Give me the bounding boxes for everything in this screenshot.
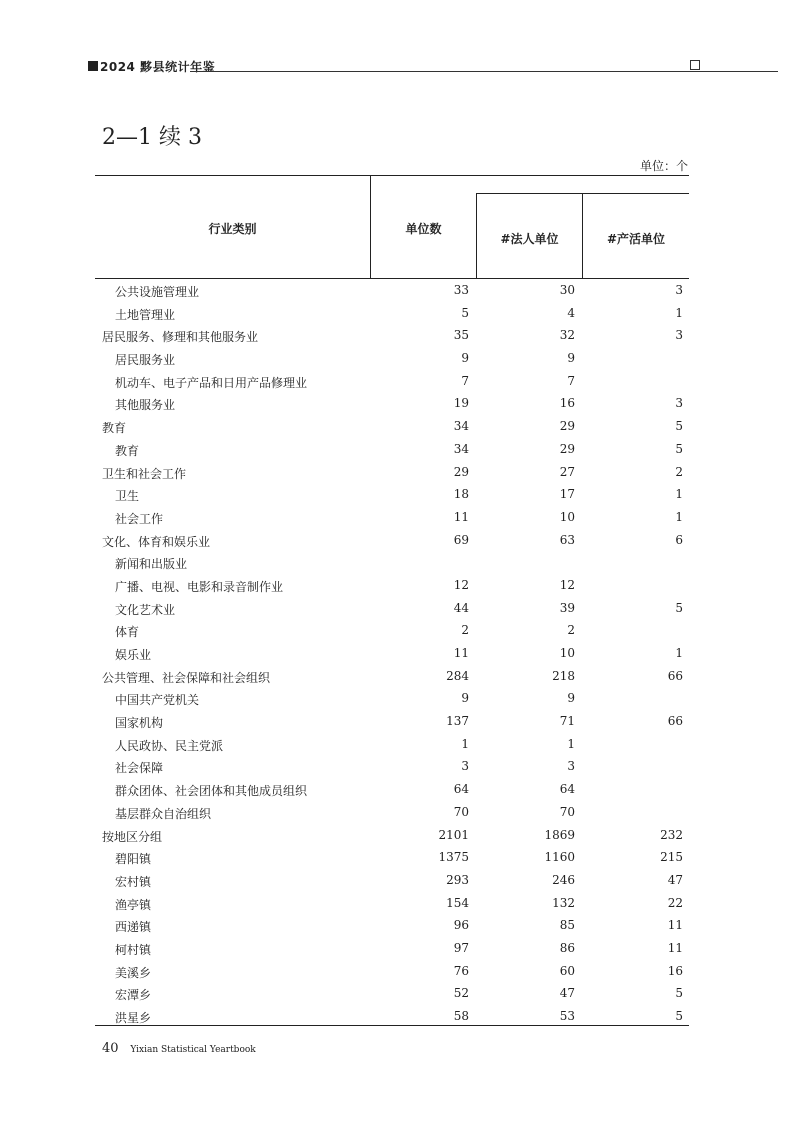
industrial-value: 1 — [675, 646, 683, 660]
table-row — [95, 279, 689, 302]
legal-value: 1160 — [544, 850, 575, 865]
units-value: 11 — [453, 646, 469, 660]
header-box-icon — [690, 60, 700, 70]
table-row — [95, 733, 689, 756]
industrial-value: 47 — [667, 872, 683, 887]
industrial-value: 1 — [675, 487, 683, 502]
legal-value: 9 — [567, 691, 575, 706]
row-label: 美溪乡 — [115, 965, 152, 980]
units-value: 7 — [461, 373, 469, 388]
industrial-value: 5 — [675, 1009, 683, 1023]
units-value: 58 — [453, 1009, 469, 1023]
industrial-value: 16 — [667, 963, 683, 978]
legal-value: 246 — [552, 872, 575, 887]
table-row — [95, 302, 689, 325]
row-label: 其他服务业 — [115, 398, 176, 413]
table-row — [95, 869, 689, 892]
row-label: 新闻和出版业 — [115, 557, 188, 572]
legal-value: 53 — [559, 1009, 575, 1023]
table-row — [95, 687, 689, 710]
table-row — [95, 710, 689, 733]
units-value: 97 — [453, 940, 469, 955]
units-value: 2101 — [438, 827, 469, 842]
legal-value: 16 — [559, 396, 575, 411]
table-title: 2—1 续 3 — [102, 125, 202, 150]
legal-value: 3 — [567, 759, 575, 774]
industrial-value: 1 — [675, 305, 683, 320]
row-label: 人民政协、民主党派 — [115, 738, 224, 753]
table-row — [95, 914, 689, 937]
industrial-value: 3 — [675, 283, 683, 297]
industrial-value: 2 — [675, 464, 683, 479]
legal-value: 1 — [567, 736, 575, 751]
legal-value: 27 — [559, 464, 575, 479]
legal-value: 30 — [559, 283, 575, 297]
units-value: 9 — [461, 691, 469, 706]
legal-value: 7 — [567, 373, 575, 388]
row-label: 体育 — [115, 625, 140, 640]
table-row — [95, 778, 689, 801]
table-row — [95, 892, 689, 915]
row-label: 西递镇 — [115, 920, 152, 935]
row-label: 教育 — [115, 443, 140, 458]
row-label: 按地区分组 — [102, 829, 163, 844]
units-value: 19 — [453, 396, 469, 411]
units-value: 96 — [453, 918, 469, 933]
units-value: 1375 — [438, 850, 469, 865]
row-label: 基层群众自治组织 — [115, 806, 212, 821]
units-value: 293 — [446, 872, 469, 887]
legal-value: 47 — [559, 986, 575, 1001]
industrial-value: 5 — [675, 419, 683, 434]
industrial-value: 22 — [667, 895, 683, 910]
legal-value: 218 — [552, 668, 575, 683]
industrial-value: 215 — [660, 850, 683, 865]
row-label: 宏潭乡 — [115, 988, 152, 1003]
table-row — [95, 801, 689, 824]
row-label: 文化艺术业 — [115, 602, 176, 617]
legal-value: 9 — [567, 351, 575, 366]
legal-value: 132 — [552, 895, 575, 910]
table-row — [95, 574, 689, 597]
legal-value: 1869 — [544, 827, 575, 842]
row-label: 群众团体、社会团体和其他成员组织 — [115, 784, 308, 799]
page-number: 40 — [102, 1041, 119, 1056]
table-row — [95, 392, 689, 415]
header-title: 2024 黟县统计年鉴 — [100, 60, 216, 74]
running-header — [88, 60, 700, 74]
legal-value: 63 — [559, 532, 575, 547]
row-label: 土地管理业 — [115, 307, 176, 322]
row-label: 居民服务、修理和其他服务业 — [102, 330, 259, 345]
units-value: 12 — [453, 577, 469, 592]
table-row — [95, 824, 689, 847]
row-label: 公共管理、社会保障和社会组织 — [102, 670, 271, 685]
units-value: 34 — [453, 441, 469, 456]
book-title: Yixian Statistical Yeartbook — [130, 1045, 256, 1055]
industrial-value: 3 — [675, 328, 683, 343]
table-row — [95, 982, 689, 1005]
legal-value: 2 — [567, 623, 575, 638]
table-row — [95, 461, 689, 484]
row-label: 卫生和社会工作 — [102, 466, 187, 481]
legal-value: 10 — [559, 509, 575, 524]
table-row — [95, 755, 689, 778]
row-label: 广播、电视、电影和录音制作业 — [115, 579, 284, 594]
table-row — [95, 370, 689, 393]
row-label: 机动车、电子产品和日用产品修理业 — [115, 375, 308, 390]
column-header-units: 单位数 — [405, 222, 442, 236]
industrial-value: 11 — [667, 918, 683, 933]
table-bottom-rule — [95, 1025, 689, 1026]
units-value: 5 — [461, 305, 469, 320]
industrial-value: 3 — [675, 396, 683, 411]
row-label: 宏村镇 — [115, 874, 152, 889]
table-row — [95, 665, 689, 688]
column-header-category: 行业类别 — [208, 222, 257, 236]
industrial-value: 5 — [675, 441, 683, 456]
industrial-value: 232 — [660, 827, 683, 842]
units-value: 64 — [453, 782, 469, 797]
legal-value: 32 — [559, 328, 575, 343]
units-value: 9 — [461, 351, 469, 366]
table-top-rule — [95, 175, 689, 176]
legal-value: 4 — [567, 305, 575, 320]
units-value: 2 — [461, 623, 469, 638]
header-rule — [190, 71, 778, 72]
industrial-value: 66 — [667, 668, 683, 683]
page-footer — [102, 1041, 256, 1056]
units-value: 35 — [453, 328, 469, 343]
units-value: 52 — [453, 986, 469, 1001]
table-row — [95, 438, 689, 461]
units-value: 76 — [453, 963, 469, 978]
legal-value: 60 — [559, 963, 575, 978]
column-header-industrial: #产活单位 — [606, 232, 666, 246]
table-row — [95, 324, 689, 347]
row-label: 中国共产党机关 — [115, 693, 200, 708]
units-value: 44 — [453, 600, 469, 615]
row-label: 碧阳镇 — [115, 852, 152, 867]
units-value: 137 — [446, 714, 469, 729]
legal-value: 29 — [559, 441, 575, 456]
column-header-legal: #法人单位 — [500, 232, 559, 246]
row-label: 居民服务业 — [115, 353, 176, 368]
table-row — [95, 597, 689, 620]
industrial-value: 1 — [675, 509, 683, 524]
units-value: 1 — [461, 736, 469, 751]
row-label: 社会保障 — [115, 761, 164, 776]
industrial-value: 6 — [675, 532, 683, 547]
row-label: 柯村镇 — [115, 942, 152, 957]
legal-value: 86 — [559, 940, 575, 955]
legal-value: 71 — [559, 714, 575, 729]
table-row — [95, 529, 689, 552]
row-label: 国家机构 — [115, 716, 164, 731]
unit-label: 单位：个 — [639, 159, 688, 173]
units-value: 70 — [453, 804, 469, 819]
legal-value: 10 — [559, 646, 575, 660]
units-value: 3 — [461, 759, 469, 774]
legal-value: 39 — [559, 600, 575, 615]
table-row — [95, 551, 689, 574]
row-label: 社会工作 — [115, 511, 164, 526]
table-row — [95, 483, 689, 506]
units-value: 69 — [453, 532, 469, 547]
units-value: 11 — [453, 509, 469, 524]
header-square-icon — [88, 61, 98, 71]
legal-value: 70 — [559, 804, 575, 819]
legal-value: 17 — [559, 487, 575, 502]
row-label: 卫生 — [115, 489, 140, 504]
row-label: 渔亭镇 — [115, 897, 152, 912]
industrial-value: 5 — [675, 600, 683, 615]
row-label: 公共设施管理业 — [115, 285, 200, 299]
industrial-value: 5 — [675, 986, 683, 1001]
table-row — [95, 937, 689, 960]
table-row — [95, 415, 689, 438]
table-row — [95, 960, 689, 983]
units-value: 154 — [446, 895, 469, 910]
row-label: 娱乐业 — [115, 648, 152, 662]
industrial-value: 11 — [667, 940, 683, 955]
table-row — [95, 347, 689, 370]
table-row — [95, 846, 689, 869]
row-label: 教育 — [102, 421, 127, 436]
legal-value: 64 — [559, 782, 575, 797]
row-label: 文化、体育和娱乐业 — [102, 534, 211, 549]
legal-value: 29 — [559, 419, 575, 434]
legal-value: 12 — [559, 577, 575, 592]
table-body — [95, 279, 689, 1028]
units-value: 284 — [446, 668, 469, 683]
table-row — [95, 619, 689, 642]
units-value: 33 — [453, 283, 469, 297]
units-value: 29 — [453, 464, 469, 479]
units-value: 18 — [453, 487, 469, 502]
legal-value: 85 — [559, 918, 575, 933]
table-row — [95, 642, 689, 665]
units-value: 34 — [453, 419, 469, 434]
row-label: 洪星乡 — [115, 1011, 152, 1025]
industrial-value: 66 — [667, 714, 683, 729]
table-row — [95, 506, 689, 529]
